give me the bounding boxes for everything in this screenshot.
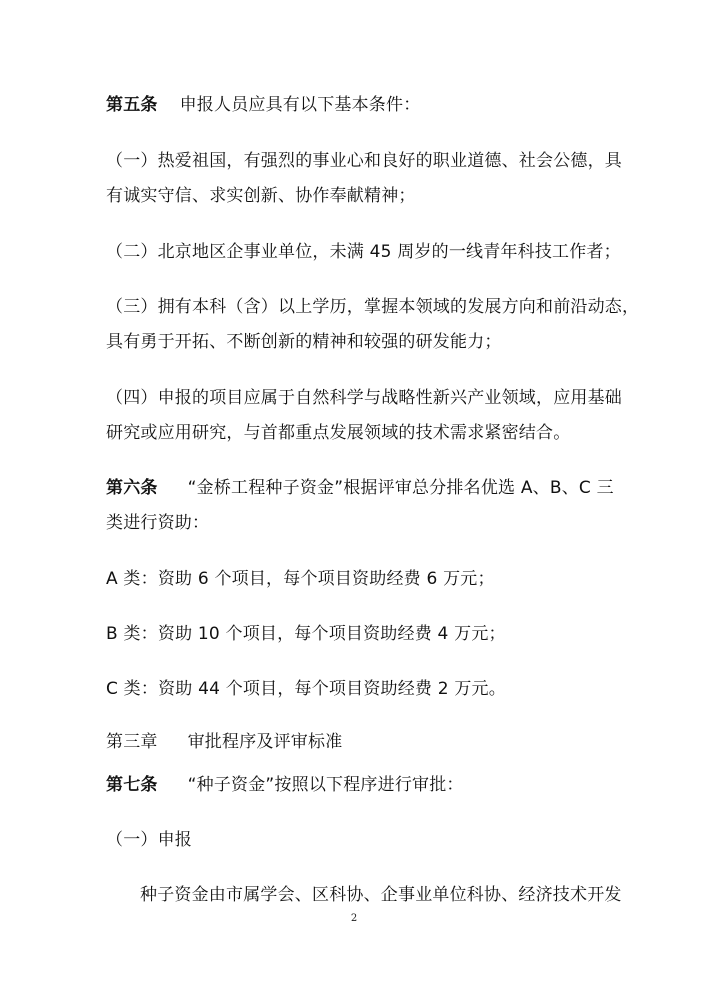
article5-item-1-line-1: （一）热爱祖国，有强烈的事业心和良好的职业道德、社会公德，具 bbox=[106, 151, 622, 171]
article5-item-1-line-2: 有诚实守信、求实创新、协作奉献精神； bbox=[106, 186, 416, 206]
article6-label: 第六条 bbox=[106, 478, 158, 498]
article6-text-line-1: “金桥工程种子资金”根据评审总分排名优选 A、B、C 三 bbox=[187, 478, 614, 498]
article5-item-3-line-2: 具有勇于开拓、不断创新的精神和较强的研发能力； bbox=[106, 332, 502, 352]
class-a-line: A 类：资助 6 个项目，每个项目资助经费 6 万元； bbox=[106, 569, 495, 589]
chapter3-title: 审批程序及评审标准 bbox=[187, 732, 343, 752]
class-c-line: C 类：资助 44 个项目，每个项目资助经费 2 万元。 bbox=[106, 679, 506, 699]
article7-subsection-1: （一）申报 bbox=[106, 830, 192, 850]
chapter3-label: 第三章 bbox=[106, 732, 158, 752]
article5-item-2: （二）北京地区企事业单位，未满 45 周岁的一线青年科技工作者； bbox=[106, 242, 621, 262]
article5-heading bbox=[106, 94, 420, 116]
article6-heading bbox=[106, 477, 614, 499]
class-b-line: B 类：资助 10 个项目，每个项目资助经费 4 万元； bbox=[106, 624, 506, 644]
article5-item-4-line-1: （四）申报的项目应属于自然科学与战略性新兴产业领域，应用基础 bbox=[106, 388, 622, 408]
article7-body-line-1: 种子资金由市属学会、区科协、企事业单位科协、经济技术开发 bbox=[140, 885, 622, 905]
article7-text: “种子资金”按照以下程序进行审批： bbox=[187, 775, 464, 795]
chapter3-heading bbox=[106, 731, 342, 753]
article5-item-3-line-1: （三）拥有本科（含）以上学历，掌握本领域的发展方向和前沿动态， bbox=[106, 297, 640, 317]
article5-label: 第五条 bbox=[106, 95, 158, 115]
article7-heading bbox=[106, 774, 464, 796]
article7-label: 第七条 bbox=[106, 775, 158, 795]
article6-text-line-2: 类进行资助： bbox=[106, 513, 210, 533]
page-number: 2 bbox=[350, 913, 358, 924]
article5-text: 申报人员应具有以下基本条件： bbox=[179, 95, 421, 115]
article5-item-4-line-2: 研究或应用研究，与首都重点发展领域的技术需求紧密结合。 bbox=[106, 423, 571, 443]
